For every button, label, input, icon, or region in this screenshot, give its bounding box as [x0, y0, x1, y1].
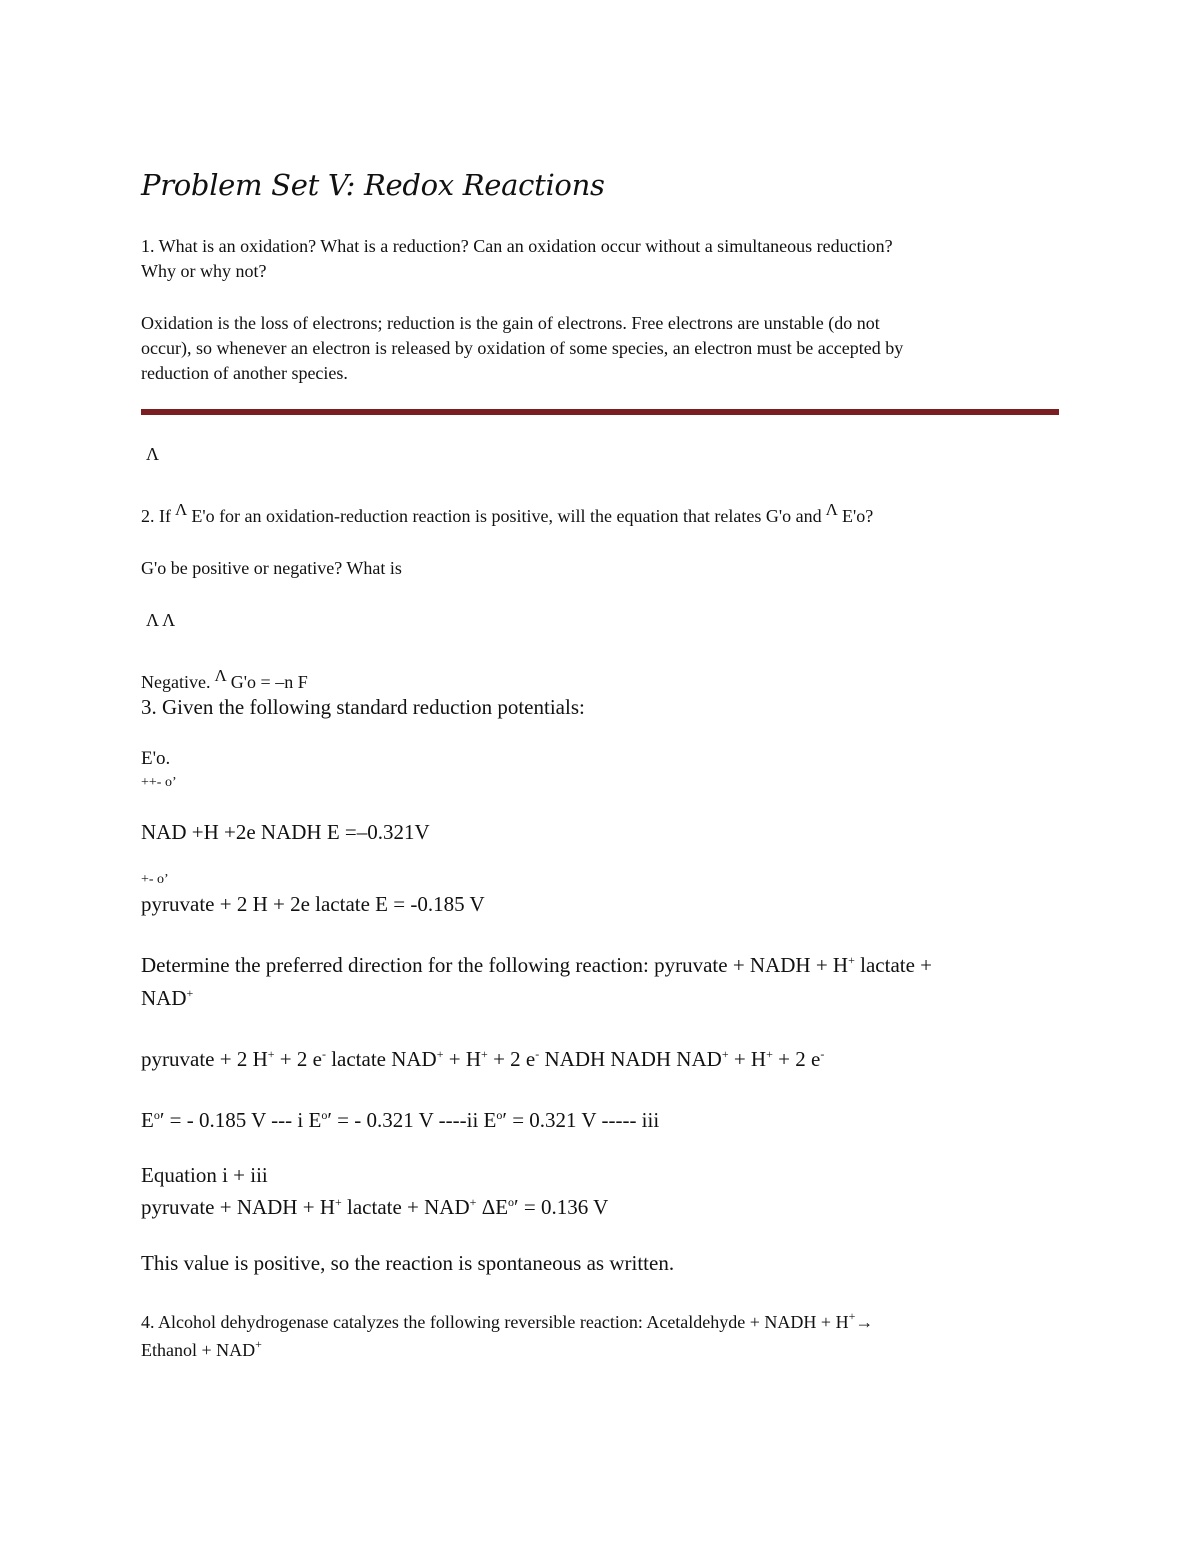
q4-line2 [141, 1338, 262, 1363]
nad-text: NAD [141, 986, 187, 1010]
superscript: + [334, 1195, 342, 1209]
q1-answer-line1: Oxidation is the loss of electrons; reduction is the gain of electrons. Free electrons are unstable (do not [141, 313, 880, 333]
superscript: + [255, 1337, 262, 1351]
delta-symbol: Λ [146, 444, 160, 464]
superscript: + [267, 1047, 275, 1061]
q3-potentials [141, 1107, 659, 1133]
q2-answer [141, 666, 308, 695]
q3-sum-label: Equation i + iii [141, 1163, 268, 1187]
delta-symbol: Λ [214, 666, 227, 685]
half-reaction-text: NADH NADH NAD [539, 1047, 722, 1071]
q2-question-line2: G'o be positive or negative? What is [141, 558, 402, 578]
q3-net-reaction [141, 1194, 608, 1220]
q4-text: 4. Alcohol dehydrogenase catalyzes the following reversible reaction: Acetaldehyde + NADH + H [141, 1312, 849, 1332]
delta-symbol: Λ [175, 500, 188, 519]
q4-line1 [141, 1310, 873, 1335]
q1-answer-line3: reduction of another species. [141, 363, 348, 383]
superscript: - [535, 1047, 540, 1061]
half-reaction-text: + 2 e [772, 1047, 821, 1071]
prime-mark: ′ [502, 1108, 507, 1132]
q4-text: Ethanol + NAD [141, 1340, 256, 1360]
arrow-icon: → [855, 1312, 874, 1332]
q3-pyruvate-equation: pyruvate + 2 H + 2e lactate E = -0.185 V [141, 892, 485, 916]
superscript-plus: + [848, 953, 855, 967]
superscript: + [721, 1047, 729, 1061]
net-reaction-text: lactate + NAD [341, 1195, 470, 1219]
superscript-degree: o [508, 1195, 515, 1209]
q2-question-part2: E'o for an oxidation-reduction reaction is positive, will the equation that relates G'o and [191, 506, 822, 526]
half-reaction-text: lactate NAD [325, 1047, 437, 1071]
prime-mark: ′ [159, 1108, 165, 1132]
delta-pair: Λ Λ [146, 610, 176, 630]
q3-nad-equation: NAD +H +2e NADH E =–0.321V [141, 820, 430, 844]
half-reaction-text: + H [443, 1047, 482, 1071]
section-divider [141, 409, 1059, 415]
delta-e-symbol: ΔE [476, 1195, 509, 1219]
half-reaction-text: + H [728, 1047, 767, 1071]
q3-e-label: E'o. [141, 748, 171, 769]
superscript: + [481, 1047, 488, 1061]
superscript: + [766, 1047, 773, 1061]
half-reaction-text: pyruvate + 2 H [141, 1047, 268, 1071]
superscript-plus: + [186, 986, 194, 1000]
q2-question-part1: 2. If [141, 506, 171, 526]
q3-marks-2: +- o’ [141, 872, 169, 887]
prime-mark: ′ [514, 1195, 519, 1219]
prime-mark: ′ [327, 1108, 332, 1132]
q2-answer-part1: Negative. [141, 672, 211, 692]
half-reaction-text: + 2 e [487, 1047, 536, 1071]
superscript-degree: o [153, 1108, 160, 1122]
q3-determine-tail: lactate + [854, 953, 933, 977]
q3-half-reactions [141, 1046, 824, 1072]
q3-determine-line2 [141, 985, 193, 1011]
net-reaction-text: pyruvate + NADH + H [141, 1195, 335, 1219]
potential-ii: = - 0.321 V ----ii E [331, 1108, 497, 1132]
superscript: + [436, 1047, 444, 1061]
superscript: + [848, 1309, 856, 1323]
q1-answer-line2: occur), so whenever an electron is released by oxidation of some species, an electron must be accepted by [141, 338, 904, 358]
q1-answer [141, 311, 1061, 386]
q1-question [141, 234, 1061, 284]
q2-answer-part2: G'o = –n F [230, 672, 308, 692]
q3-determine [141, 952, 932, 978]
potential-i: = - 0.185 V --- i E [164, 1108, 322, 1132]
superscript: - [820, 1047, 825, 1061]
page-title: Problem Set V: Redox Reactions [141, 168, 605, 202]
q1-question-line1: 1. What is an oxidation? What is a reduction? Can an oxidation occur without a simultaneous reduction? [141, 236, 893, 256]
superscript: + [469, 1195, 477, 1209]
superscript: - [321, 1047, 326, 1061]
superscript-degree: o [496, 1108, 503, 1122]
q3-determine-line1: Determine the preferred direction for the following reaction: pyruvate + NADH + H [141, 953, 849, 977]
superscript-degree: o [321, 1108, 328, 1122]
net-reaction-value: = 0.136 V [518, 1195, 609, 1219]
q1-question-line2: Why or why not? [141, 261, 267, 281]
potential-iii: = 0.321 V ----- iii [506, 1108, 660, 1132]
q3-intro: 3. Given the following standard reduction potentials: [141, 695, 585, 719]
q2-question [141, 500, 874, 529]
q3-conclusion: This value is positive, so the reaction is spontaneous as written. [141, 1251, 675, 1275]
delta-symbol: Λ [825, 500, 838, 519]
half-reaction-text: + 2 e [274, 1047, 322, 1071]
q2-question-part3: E'o? [841, 506, 874, 526]
q3-marks-1: ++- o’ [141, 775, 177, 790]
potential-symbol: E [141, 1108, 154, 1132]
